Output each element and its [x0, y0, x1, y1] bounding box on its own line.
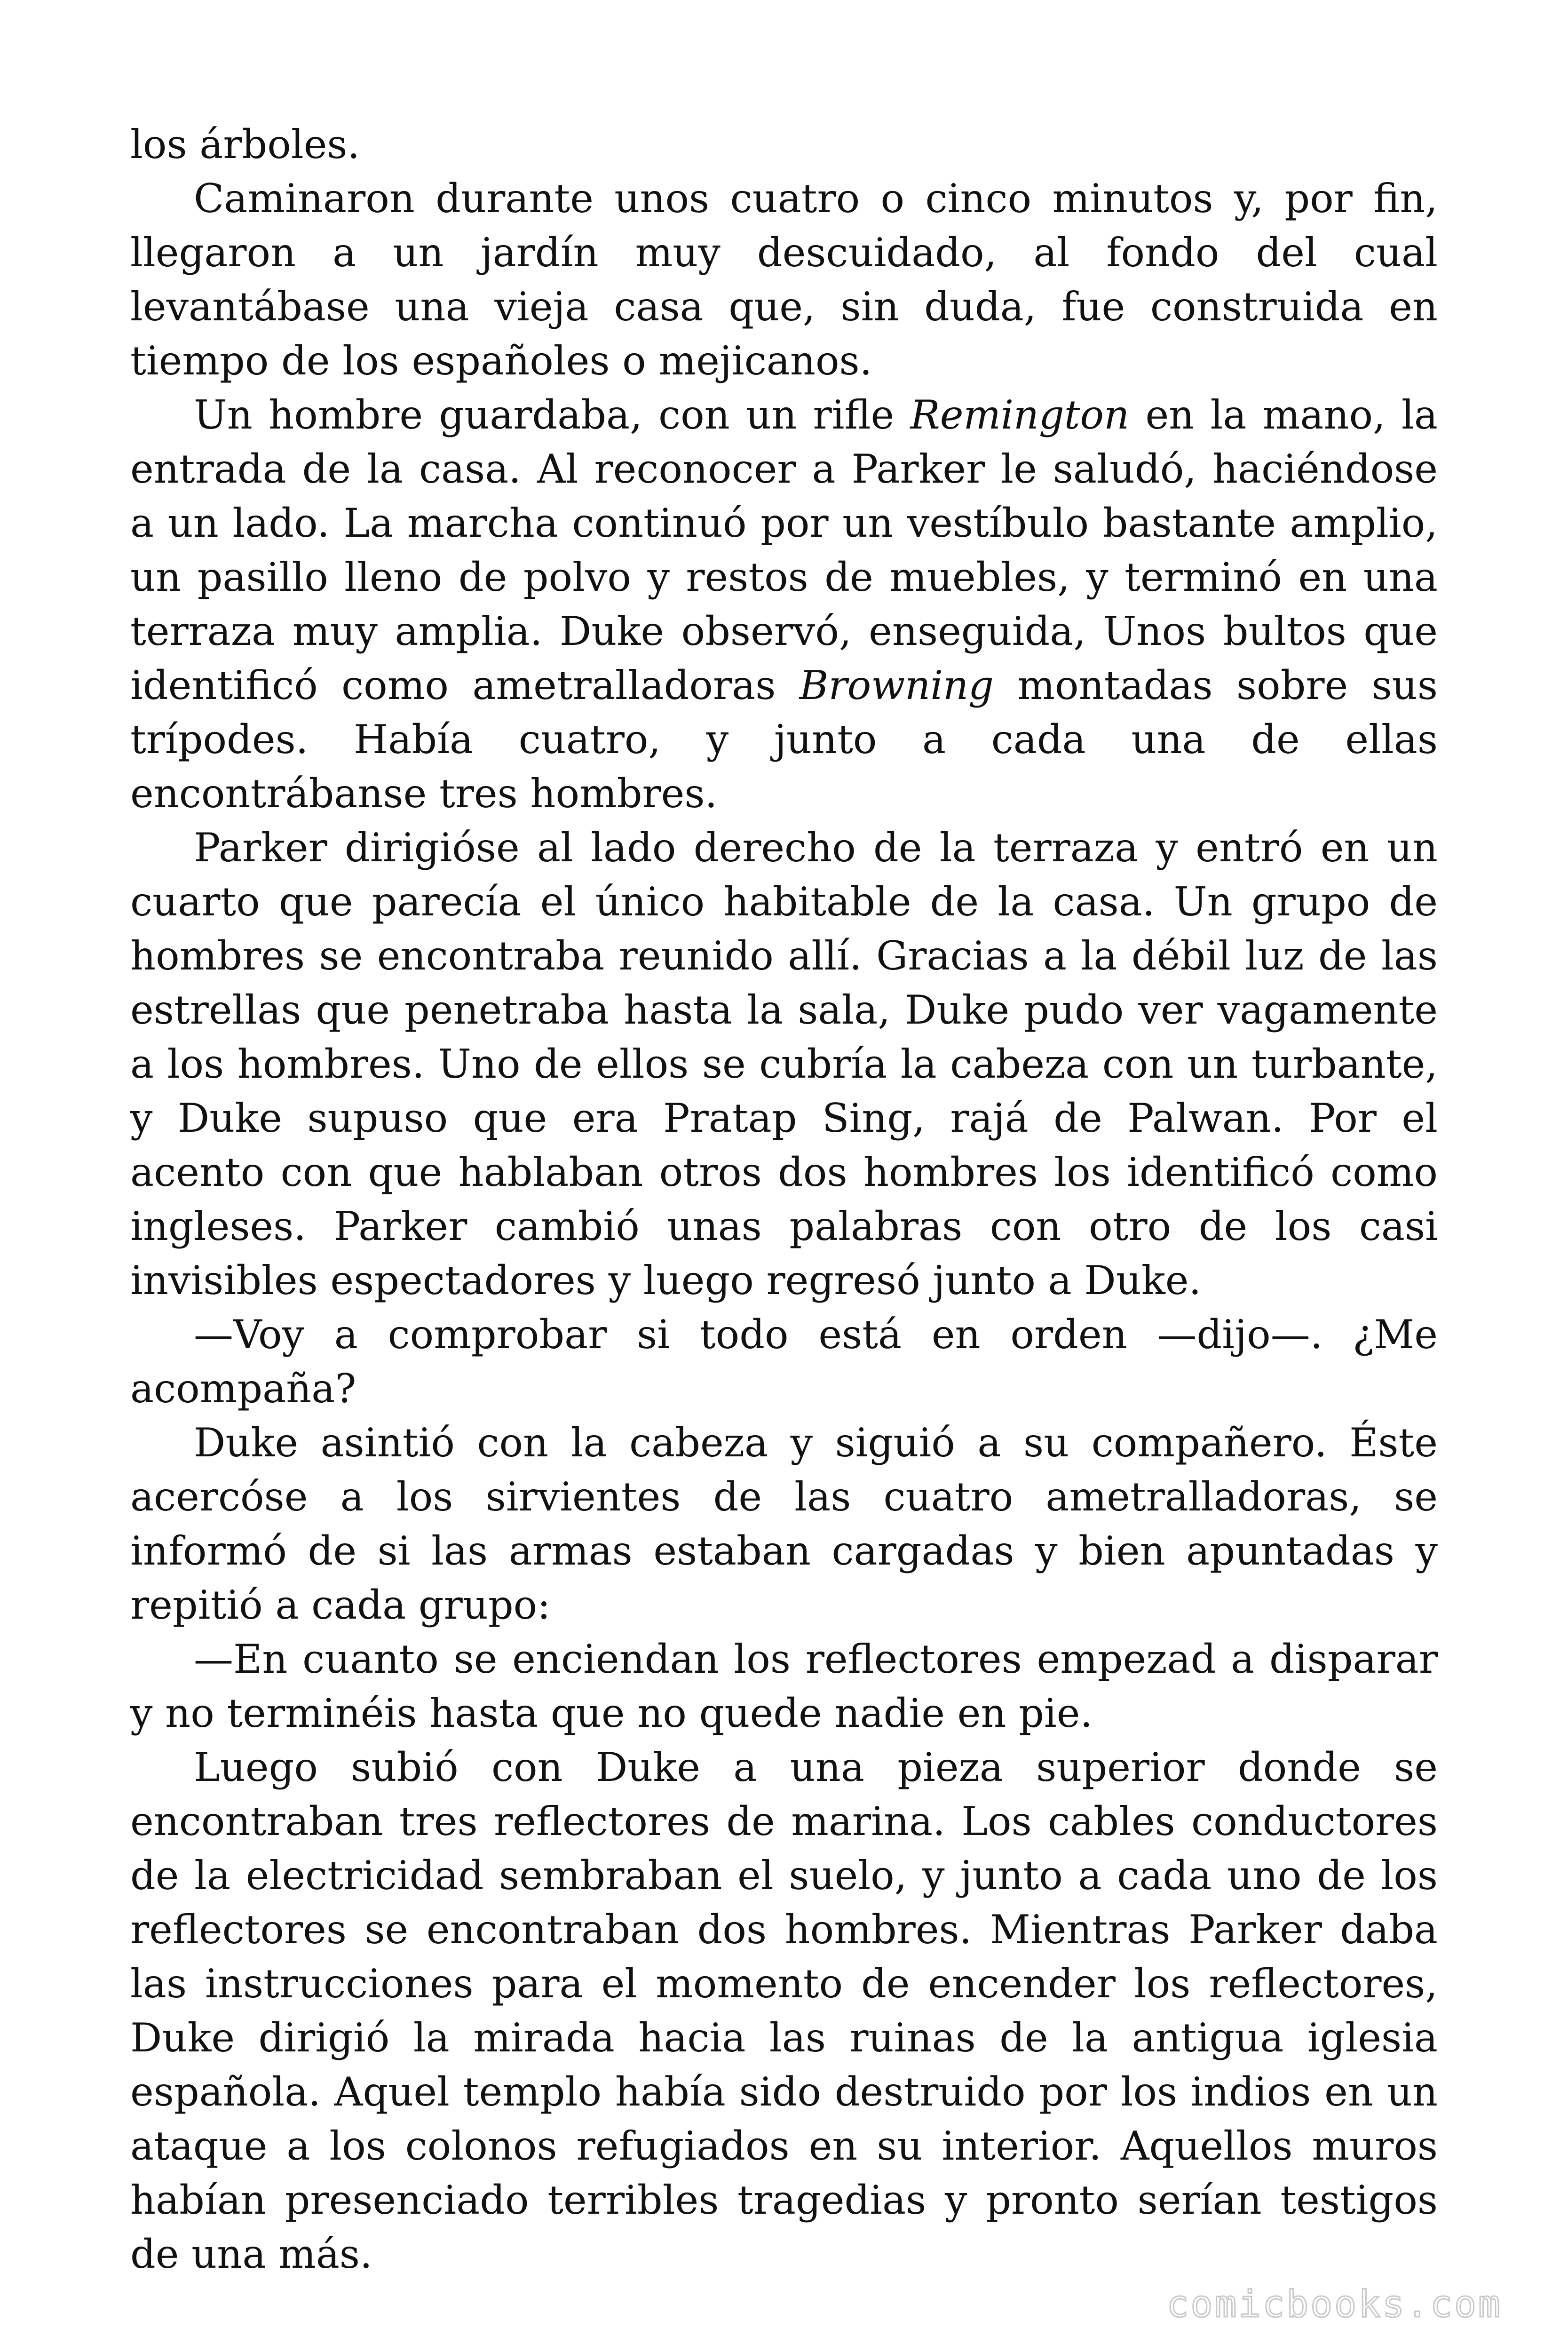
paragraph — [130, 388, 1438, 821]
paragraph — [130, 118, 1438, 172]
paragraph — [130, 1632, 1438, 1740]
text-run: montadas sobre sus trípodes. Había cuatro, y junto a cada una de ellas encontrábanse tres hombres. — [130, 662, 1438, 817]
body-text — [130, 118, 1438, 2281]
text-run: los árboles. — [130, 121, 360, 167]
text-run: Parker dirigióse al lado derecho de la terraza y entró en un cuarto que parecía el único habitable de la casa. Un grupo de hombres se encontraba reunido allí. Gracias a la débil luz de las estrellas que penetraba hasta la sala, Duke pudo ver vagamente a los hombres. Uno de ellos se cubría la cabeza con un turbante, y Duke supuso que era Pratap Sing, rajá de Palwan. Por el acento con que hablaban otros dos hombres los identificó como ingleses. Parker cambió unas palabras con otro de los casi invisibles espectadores y luego regresó junto a Duke. — [130, 825, 1438, 1303]
text-run: —Voy a comprobar si todo está en orden —dijo—. ¿Me acompaña? — [130, 1311, 1438, 1412]
text-run: Duke asintió con la cabeza y siguió a su compañero. Éste acercóse a los sirvientes de las cuatro ametralladoras, se informó de si las armas estaban cargadas y bien apuntadas y repitió a cada grupo: — [130, 1420, 1438, 1628]
text-run: Un hombre guardaba, con un rifle — [194, 392, 911, 438]
paragraph — [130, 1740, 1438, 2281]
paragraph — [130, 1308, 1438, 1416]
text-run: Caminaron durante unos cuatro o cinco minutos y, por fin, llegaron a un jardín muy descuidado, al fondo del cual levantábase una vieja casa que, sin duda, fue construida en tiempo de los españoles o mejicanos. — [130, 175, 1438, 384]
text-run: —En cuanto se enciendan los reflectores empezad a disparar y no terminéis hasta que no quede nadie en pie. — [130, 1636, 1438, 1736]
paragraph — [130, 821, 1438, 1308]
watermark: comicbooks.com — [1166, 2283, 1502, 2326]
text-run: en la mano, la entrada de la casa. Al reconocer a Parker le saludó, haciéndose a un lado. La marcha continuó por un vestíbulo bastante amplio, un pasillo lleno de polvo y restos de muebles, y terminó en una terraza muy amplia. Duke observó, enseguida, Unos bultos que identificó como ametralladoras — [130, 392, 1438, 708]
text-run: Luego subió con Duke a una pieza superior donde se encontraban tres reflectores de marina. Los cables conductores de la electricidad sembraban el suelo, y junto a cada uno de los reflectores se encontraban dos hombres. Mientras Parker daba las instrucciones para el momento de encender los reflectores, Duke dirigió la mirada hacia las ruinas de la antigua iglesia española. Aquel templo había sido destruido por los indios en un ataque a los colonos refugiados en su interior. Aquellos muros habían presenciado terribles tragedias y pronto serían testigos de una más. — [130, 1744, 1438, 2277]
paragraph — [130, 172, 1438, 388]
italic-text: Browning — [799, 662, 994, 708]
paragraph — [130, 1416, 1438, 1632]
italic-text: Remington — [910, 392, 1130, 438]
